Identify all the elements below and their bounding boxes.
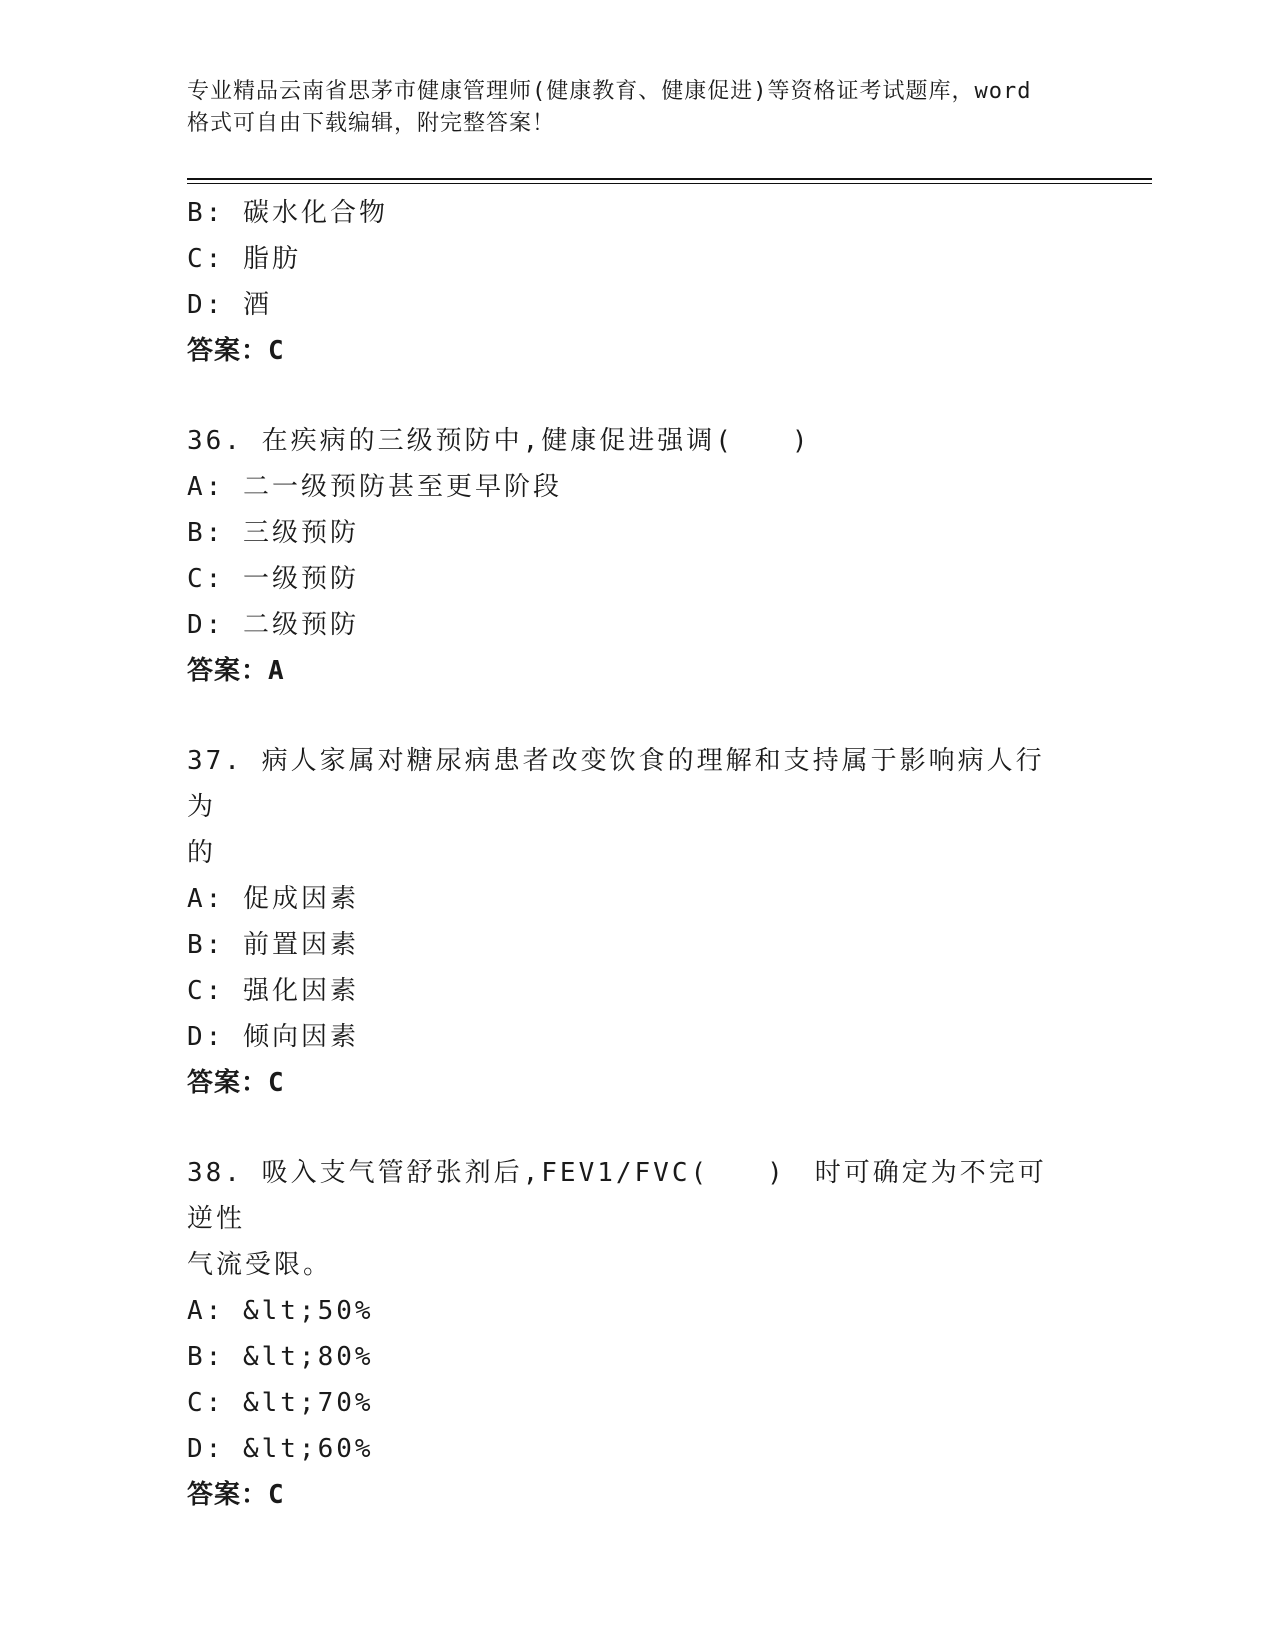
spacer — [187, 694, 1087, 738]
option-b: B: &lt;80% — [187, 1342, 374, 1372]
option-c: C: 强化因素 — [187, 976, 359, 1006]
question-37 — [187, 738, 1087, 1106]
option-a: A: 二一级预防甚至更早阶段 — [187, 472, 562, 502]
question-stem-line-2: 气流受限。 — [187, 1250, 333, 1280]
option-c: C: &lt;70% — [187, 1388, 374, 1418]
question-35 — [187, 190, 1087, 374]
option-b: B: 碳水化合物 — [187, 198, 388, 228]
header-line-1: 专业精品云南省思茅市健康管理师(健康教育、健康促进)等资格证考试题库，word — [187, 79, 1032, 104]
question-36 — [187, 418, 1087, 694]
question-38 — [187, 1150, 1087, 1518]
header-line-2: 格式可自由下载编辑，附完整答案！ — [187, 111, 556, 136]
option-d: D: &lt;60% — [187, 1434, 374, 1464]
question-stem: 36. 在疾病的三级预防中,健康促进强调( ) — [187, 426, 811, 456]
option-d: D: 酒 — [187, 290, 272, 320]
question-stem-line-1: 38. 吸入支气管舒张剂后,FEV1/FVC( ) 时可确定为不完可逆性 — [187, 1158, 1047, 1234]
option-d: D: 倾向因素 — [187, 1022, 359, 1052]
question-stem-line-1: 37. 病人家属对糖尿病患者改变饮食的理解和支持属于影响病人行为 — [187, 746, 1045, 822]
option-c: C: 一级预防 — [187, 564, 359, 594]
question-stem-line-2: 的 — [187, 838, 217, 868]
option-c: C: 脂肪 — [187, 244, 301, 274]
header-divider-thick — [187, 178, 1152, 180]
answer: 答案：C — [187, 336, 285, 366]
answer: 答案：C — [187, 1480, 285, 1510]
option-a: A: 促成因素 — [187, 884, 359, 914]
option-b: B: 三级预防 — [187, 518, 359, 548]
option-b: B: 前置因素 — [187, 930, 359, 960]
answer: 答案：A — [187, 656, 285, 686]
question-list — [187, 190, 1087, 1518]
option-d: D: 二级预防 — [187, 610, 359, 640]
document-header — [187, 76, 1087, 140]
answer: 答案：C — [187, 1068, 285, 1098]
spacer — [187, 1106, 1087, 1150]
header-divider-thin — [187, 183, 1152, 184]
spacer — [187, 374, 1087, 418]
option-a: A: &lt;50% — [187, 1296, 374, 1326]
